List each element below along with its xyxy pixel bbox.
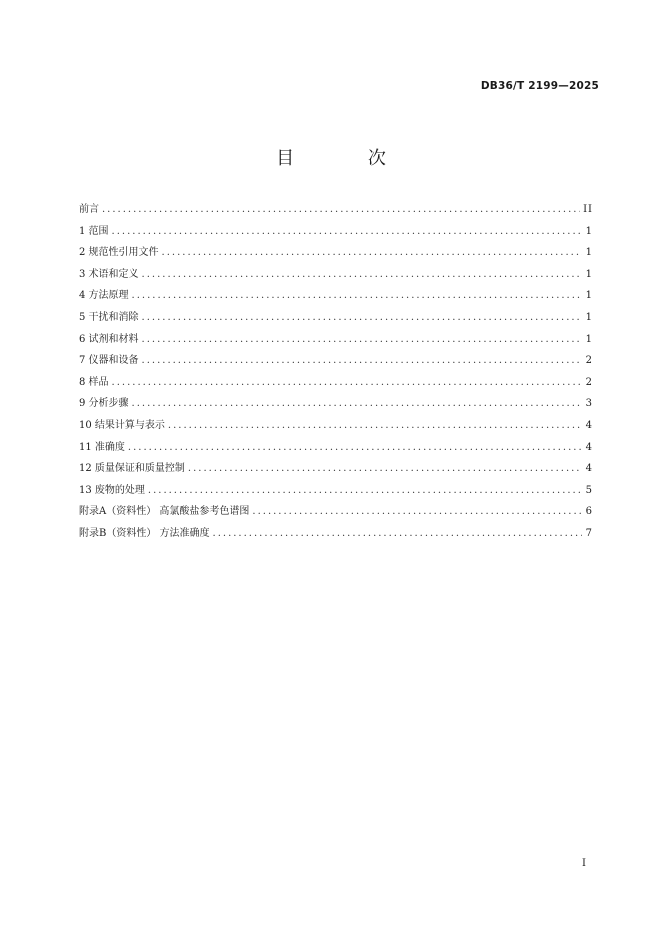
toc-page-number: 1	[585, 268, 593, 280]
toc-leader-dots	[128, 437, 582, 459]
toc-label: 3 术语和定义	[79, 268, 139, 280]
toc-entry-scope[interactable]	[79, 221, 593, 243]
toc-page-number: 2	[585, 376, 593, 388]
toc-entry-foreword[interactable]	[79, 199, 593, 221]
toc-leader-dots	[162, 242, 582, 264]
toc-leader-dots	[252, 501, 582, 523]
toc-page-number: 5	[585, 484, 593, 496]
toc-page-number: 3	[585, 398, 593, 410]
toc-entry-interference[interactable]	[79, 307, 593, 329]
toc-entry-accuracy[interactable]	[79, 437, 593, 459]
page-number: I	[582, 858, 586, 869]
toc-label: 4 方法原理	[79, 290, 129, 302]
toc-page-number: 1	[585, 290, 593, 302]
toc-page-number: 4	[585, 441, 593, 453]
toc-entry-apparatus[interactable]	[79, 350, 593, 372]
toc-entry-procedure[interactable]	[79, 393, 593, 415]
toc-page-number: 1	[585, 247, 593, 259]
toc-page-number: 4	[585, 419, 593, 431]
toc-leader-dots	[142, 350, 582, 372]
toc-leader-dots	[112, 221, 582, 243]
toc-label: 9 分析步骤	[79, 398, 129, 410]
toc-label: 1 范围	[79, 225, 109, 237]
toc-label: 10 结果计算与表示	[79, 419, 165, 431]
toc-label: 7 仪器和设备	[79, 355, 139, 367]
document-code: DB36/T 2199—2025	[480, 80, 599, 92]
toc-label: 12 质量保证和质量控制	[79, 463, 185, 475]
toc-leader-dots	[142, 329, 582, 351]
toc-label: 11 准确度	[79, 441, 125, 453]
toc-page-number: 1	[585, 311, 593, 323]
toc-label: 5 干扰和消除	[79, 311, 139, 323]
toc-leader-dots	[132, 285, 582, 307]
toc-page-number: 6	[585, 506, 593, 518]
toc-label: 附录B（资料性） 方法准确度	[79, 527, 210, 539]
toc-entry-quality-control[interactable]	[79, 458, 593, 480]
toc-entry-calculation[interactable]	[79, 415, 593, 437]
toc-page-number: 7	[585, 527, 593, 539]
toc-leader-dots	[112, 372, 582, 394]
toc-leader-dots	[213, 523, 582, 545]
toc-leader-dots	[188, 458, 582, 480]
toc-title: 目 次	[276, 148, 420, 169]
toc-leader-dots	[142, 264, 582, 286]
toc-page-number: 1	[585, 225, 593, 237]
toc-entry-normative-references[interactable]	[79, 242, 593, 264]
toc-label: 8 样品	[79, 376, 109, 388]
toc-label: 13 废物的处理	[79, 484, 145, 496]
toc-entry-principle[interactable]	[79, 285, 593, 307]
toc-leader-dots	[148, 480, 582, 502]
toc-page-number: 1	[585, 333, 593, 345]
toc-leader-dots	[168, 415, 582, 437]
toc-label: 2 规范性引用文件	[79, 247, 159, 259]
toc-leader-dots	[132, 393, 582, 415]
toc-entry-annex-b[interactable]	[79, 523, 593, 545]
toc-label: 附录A（资料性） 高氯酸盐参考色谱图	[79, 506, 250, 518]
toc-label: 前言	[79, 204, 99, 215]
toc-leader-dots	[142, 307, 582, 329]
toc-page-number: 4	[585, 463, 593, 475]
toc-entry-waste-disposal[interactable]	[79, 480, 593, 502]
toc-leader-dots	[102, 199, 580, 221]
toc-entry-samples[interactable]	[79, 372, 593, 394]
toc-entry-terms[interactable]	[79, 264, 593, 286]
toc-page-number: 2	[585, 355, 593, 367]
toc-label: 6 试剂和材料	[79, 333, 139, 345]
toc-page-number: II	[583, 204, 593, 215]
table-of-contents	[79, 199, 593, 545]
toc-entry-annex-a[interactable]	[79, 501, 593, 523]
toc-entry-reagents[interactable]	[79, 329, 593, 351]
